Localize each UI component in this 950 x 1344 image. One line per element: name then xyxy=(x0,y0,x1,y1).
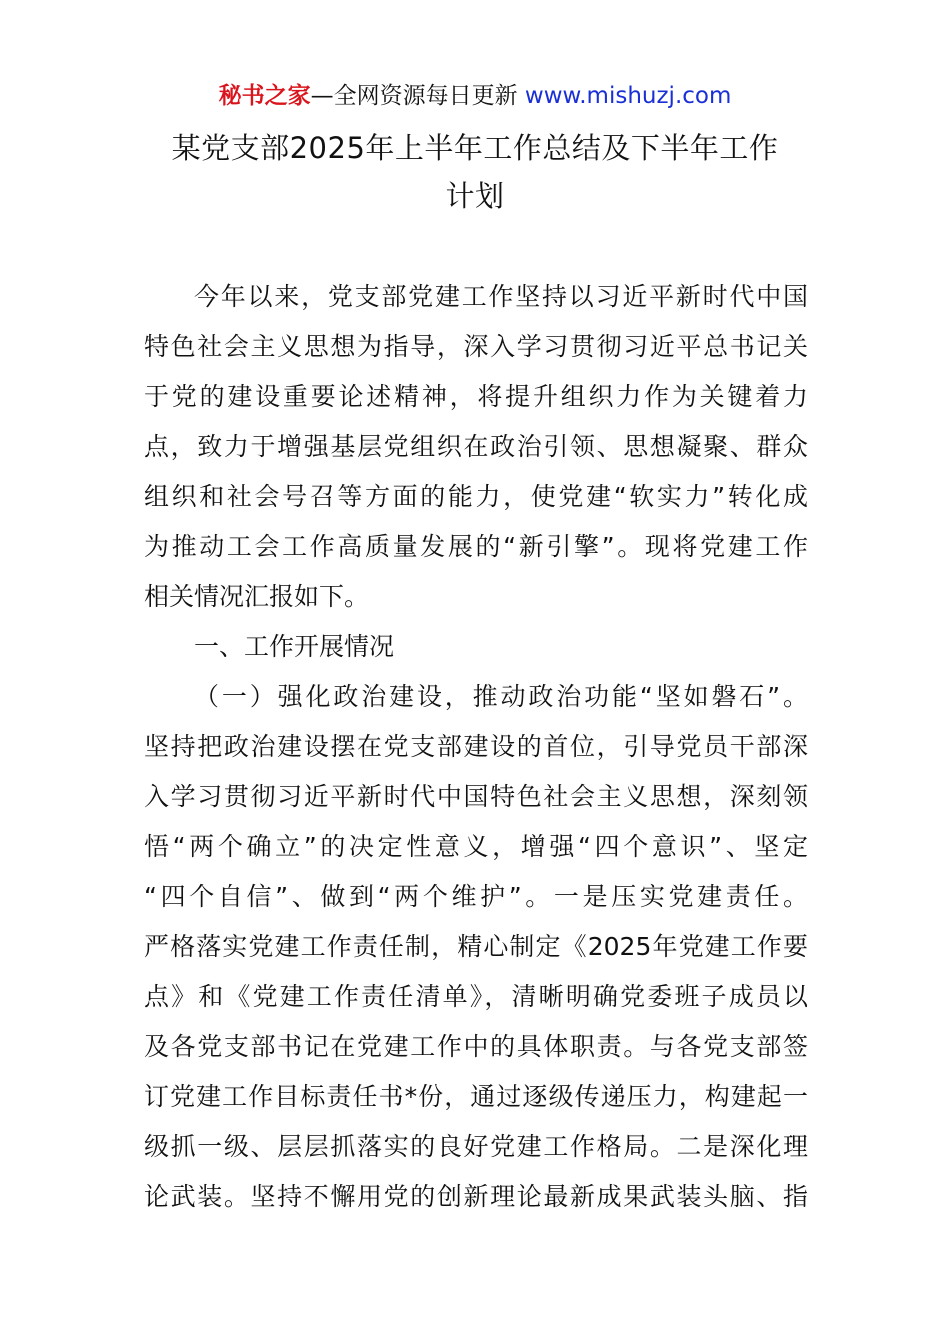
section-1-heading: 一、工作开展情况 xyxy=(194,632,395,661)
intro-line: 特色社会主义思想为指导，深入学习贯彻习近平总书记关 xyxy=(144,332,808,361)
intro-line: 为推动工会工作高质量发展的“新引擎”。现将党建工作 xyxy=(144,532,808,561)
title-line-1: 某党支部2025年上半年工作总结及下半年工作 xyxy=(171,131,779,165)
section-1-line: 坚持把政治建设摆在党支部建设的首位，引导党员干部深 xyxy=(144,732,808,761)
section-1-line: 悟“两个确立”的决定性意义，增强“四个意识”、坚定 xyxy=(144,832,808,861)
intro-line: 点，致力于增强基层党组织在政治引领、思想凝聚、群众 xyxy=(144,432,808,461)
section-1-line: “四个自信”、做到“两个维护”。一是压实党建责任。 xyxy=(144,882,808,911)
document-body xyxy=(144,272,808,1222)
intro-line: 于党的建设重要论述精神，将提升组织力作为关键着力 xyxy=(144,382,808,411)
intro-line: 组织和社会号召等方面的能力，使党建“软实力”转化成 xyxy=(144,482,808,511)
brand-name: 秘书之家 xyxy=(218,83,311,109)
section-1-line: 点》和《党建工作责任清单》，清晰明确党委班子成员以 xyxy=(144,982,808,1011)
title-line-2: 计划 xyxy=(445,179,505,213)
section-1-line: 及各党支部书记在党建工作中的具体职责。与各党支部签 xyxy=(144,1032,808,1061)
section-1-line: 入学习贯彻习近平新时代中国特色社会主义思想，深刻领 xyxy=(144,782,808,811)
intro-line: 今年以来，党支部党建工作坚持以习近平新时代中国 xyxy=(194,282,808,311)
site-header xyxy=(0,78,950,114)
section-1-line: 订党建工作目标责任书*份，通过逐级传递压力，构建起一 xyxy=(144,1082,808,1111)
intro-line: 相关情况汇报如下。 xyxy=(144,582,370,611)
section-1-line: 论武装。坚持不懈用党的创新理论最新成果武装头脑、指 xyxy=(144,1182,808,1211)
site-url-link[interactable]: www.mishuzj.com xyxy=(524,83,732,109)
document-title xyxy=(130,124,820,220)
section-1-line: 级抓一级、层层抓落实的良好党建工作格局。二是深化理 xyxy=(144,1132,808,1161)
section-1-line: 严格落实党建工作责任制，精心制定《2025年党建工作要 xyxy=(144,932,808,961)
section-1-line: （一）强化政治建设，推动政治功能“坚如磐石”。 xyxy=(194,682,808,711)
header-tagline: —全网资源每日更新 xyxy=(310,83,518,109)
